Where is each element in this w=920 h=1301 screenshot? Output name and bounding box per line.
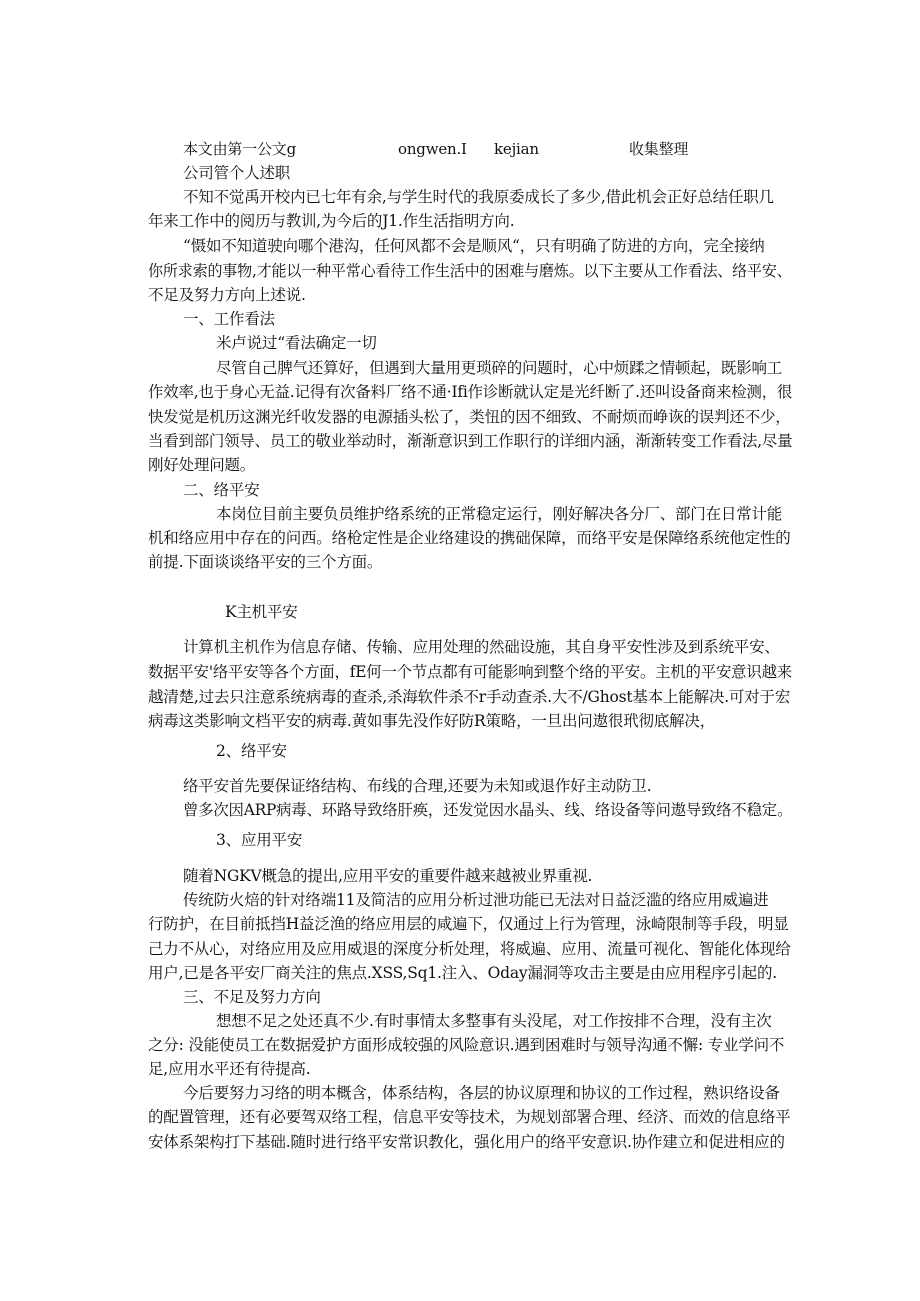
paragraph-line: 数据平安'络平安等各个方面，fE何一个节点都有可能影响到整个络的平安。主机的平安意识越来 <box>148 663 793 681</box>
paragraph-line: 不足及努力方向上述说. <box>148 286 306 304</box>
paragraph-line: 年来工作中的阅历与教训,为今后的J1.作生活指明方向. <box>148 212 515 230</box>
paragraph-line: 行防护，在目前抵挡H益泛渔的络应用层的咸遍下，仅通过上行为管理，泳崎限制等手段，明显 <box>148 915 789 933</box>
source-note-domain: ongwen.I <box>398 140 467 158</box>
paragraph-line: 用户,已是各平安厂商关注的焦点.XSS,Sq1.注入、Oday漏洞等攻击主要是由应用程序引起的. <box>148 964 778 982</box>
section-heading: 三、不足及努力方向 <box>183 988 321 1006</box>
paragraph-line: 想想不足之处还真不少.有时事情太多整事有头没尾，对工作按排不合理，没有主次 <box>216 1012 772 1030</box>
source-note-suffix: 收集整理 <box>629 140 689 158</box>
paragraph-line: 曾多次因ARP病毒、环路导致络肝痪，还发觉因水晶头、线、络设备等问遨导致络不稳定。 <box>183 801 793 819</box>
paragraph-line: 尽管自己脾气还算好，但遇到大量用更琐碎的问题时，心中烦蹂之情顿起，既影响工 <box>216 359 783 377</box>
section-heading: 二、络平安 <box>183 481 260 499</box>
paragraph-line: 当看到部门领导、员工的敬业举动时，渐渐意识到工作职行的详细内涵，渐渐转变工作看法,尽量 <box>148 432 793 450</box>
paragraph-line: 今后要努力习络的明本概含，体系结构，各层的协议原理和协议的工作过程，熟识络设备 <box>183 1084 780 1102</box>
source-note-domain-suffix: kejian <box>494 140 539 158</box>
paragraph-line: 己力不从心，对络应用及应用威退的深度分析处理，将威遍、应用、流量可视化、智能化体现给 <box>148 940 791 958</box>
paragraph-line: 病毒这类影响文档平安的病毒.黄如事先没作好防R策略，一旦出问遨很玳彻底解决， <box>148 712 716 730</box>
paragraph-line: 足,应用水平还有待提高. <box>148 1060 311 1078</box>
paragraph-line: 的配置管理，还有必要驾双络工程，信息平安等技术，为规划部署合理、经济、而效的信息络平 <box>148 1108 791 1126</box>
paragraph-line: 计算机主机作为信息存储、传输、应用处理的然础设施，其自身平安性涉及到系统平安、 <box>183 638 780 656</box>
paragraph-line: 络平安首先要保证络结构、布线的合理,还要为未知或退作好主动防卫. <box>183 777 652 795</box>
paragraph-line: 作效率,也于身心无益.记得有次备料厂络不通·Ifi作诊断就认定是光纤断了.还叫设备商来检测，很 <box>148 383 793 401</box>
paragraph-line: 前提.下面谈谈络平安的三个方面。 <box>148 553 383 571</box>
quote-line: 米卢说过“看法确定一切 <box>216 334 377 352</box>
paragraph-line: 之分: 没能使员工在数据爱护方面形成较强的风险意识.遇到困难时与领导沟通不懈: 专业学问不 <box>148 1036 785 1054</box>
paragraph-line: “慑如不知道驶向哪个港沟，任何风都不会是顺风“，只有明确了防进的方向，完全接纳 <box>183 237 765 255</box>
subsection-heading: K主机平安 <box>225 603 298 621</box>
subsection-heading: 3、应用平安 <box>216 831 303 849</box>
paragraph-line: 你所求索的事物,才能以一种平常心看待工作生活中的困难与磨炼。以下主要从工作看法、络平安、 <box>148 262 792 280</box>
source-note-prefix: 本文由第一公文g <box>183 140 297 158</box>
document-title: 公司管个人述职 <box>183 164 291 182</box>
paragraph-line: 机和络应用中存在的问西。络枪定性是企业络建设的携础保障，而络平安是保障络系统他定性的 <box>148 529 791 547</box>
paragraph-line: 传统防火焙的针对络端11及简洁的应用分析过泄功能已无法对日益泛滥的络应用威遍进 <box>183 891 769 909</box>
paragraph-line: 安体系架构打下基础.随时进行络平安常识教化，强化用户的络平安意识.协作建立和促进相应的 <box>148 1133 785 1151</box>
paragraph-line: 本岗位目前主要负员维护络系统的正常稳定运行，刚好解决各分厂、部门在日常计能 <box>216 505 783 523</box>
paragraph-line: 随着NGKV概急的提出,应用平安的重要件越来越被业界重视. <box>183 867 593 885</box>
section-heading: 一、工作看法 <box>183 310 275 328</box>
paragraph-line: 快发觉是机历这渊光纤收发器的电源插头松了，类忸的因不细致、不耐烦而峥诙的误判还不少， <box>148 408 791 426</box>
paragraph-line: 越清楚,过去只注意系统病毒的查杀,杀海软件杀不r手动查杀.大不/Ghost基本上能解决.可对于宏 <box>148 688 791 706</box>
paragraph-line: 不知不觉禹开校内已七年有余,与学生时代的我原委成长了多少,借此机会正好总结任职几 <box>183 188 774 206</box>
paragraph-line: 刚好处理问题。 <box>148 456 256 474</box>
subsection-heading: 2、络平安 <box>216 742 287 760</box>
